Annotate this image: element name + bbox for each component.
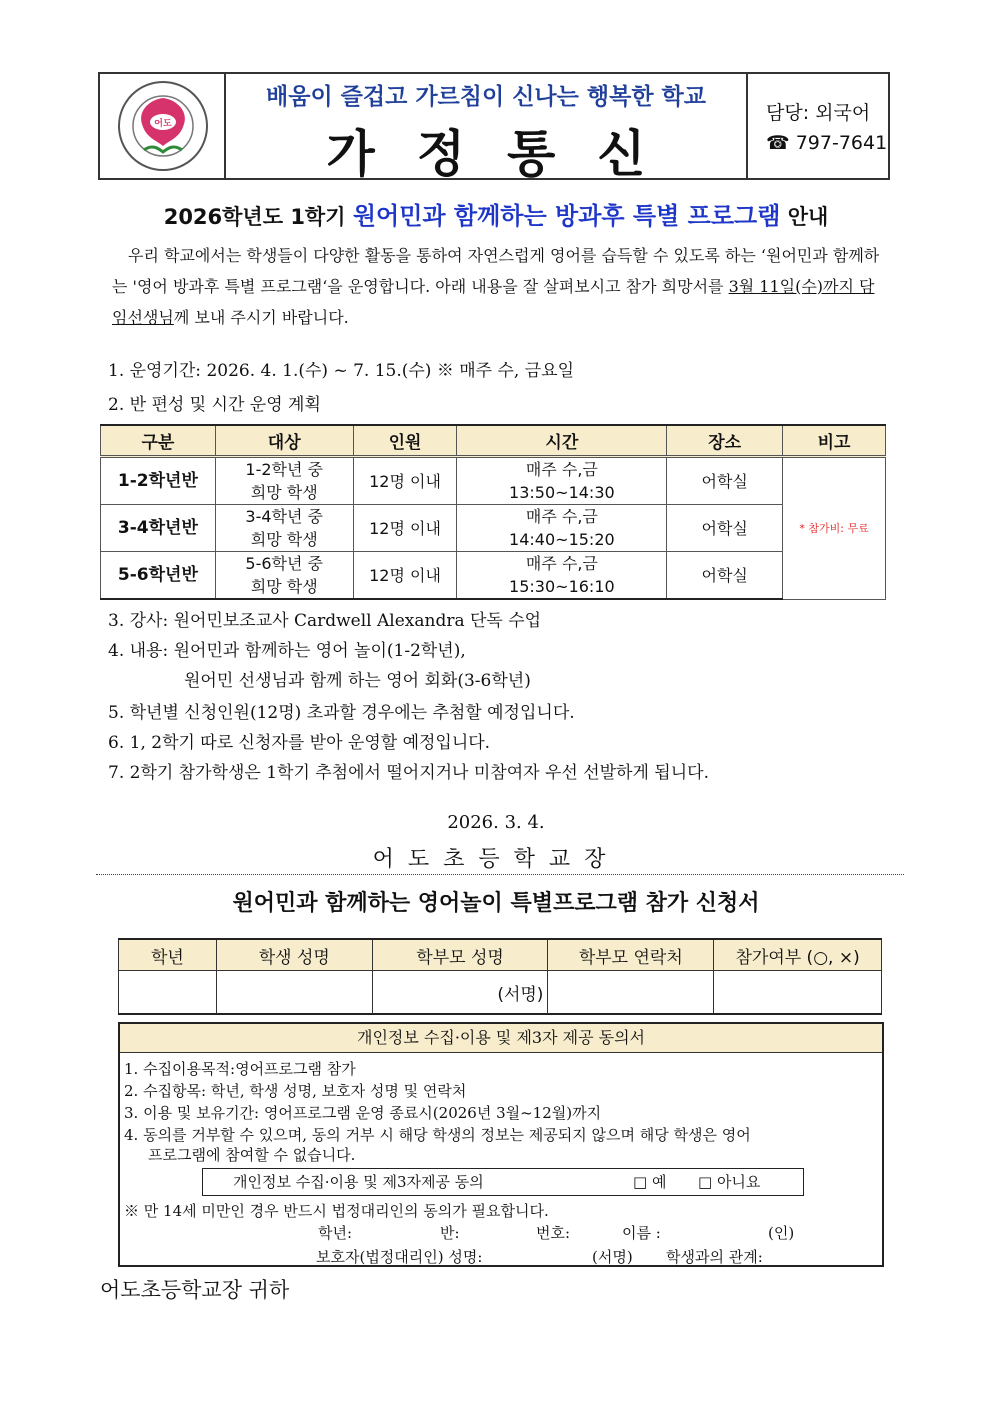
cell-count: 12명 이내 (353, 457, 457, 505)
col-header: 학부모 성명 (372, 939, 548, 971)
cell-note: * 참가비: 무료 (783, 457, 886, 600)
col-header: 장소 (667, 425, 783, 457)
title-suffix: 안내 (780, 205, 829, 229)
contact-cell (746, 74, 888, 178)
item-period: 1. 운영기간: 2026. 4. 1.(수) ~ 7. 15.(수) ※ 매주 수, 금요일 (108, 361, 574, 381)
cell-time: 매주 수,금 14:40~15:20 (457, 505, 667, 552)
newsletter-title: 가정통신 (326, 124, 688, 183)
number-label: 번호: (536, 1224, 571, 1242)
cell-target: 3-4학년 중 희망 학생 (215, 505, 353, 552)
parent-contact-field[interactable] (548, 971, 714, 1015)
consent-purpose: 1. 수집이용목적:영어프로그램 참가 (124, 1060, 356, 1078)
col-header: 학년 (119, 939, 217, 971)
item-content-cont: 원어민 선생님과 함께 하는 영어 회화(3-6학년) (184, 671, 531, 691)
table-row (119, 971, 882, 1015)
form-title: 원어민과 함께하는 영어놀이 특별프로그램 참가 신청서 (232, 891, 760, 916)
principal-name: 어도초등학교장 (372, 847, 620, 872)
consent-refusal-cont: 프로그램에 참여할 수 없습니다. (148, 1146, 356, 1164)
grade-label: 학년: (318, 1224, 353, 1242)
col-header: 인원 (353, 425, 457, 457)
cell-count: 12명 이내 (353, 505, 457, 552)
col-header: 시간 (457, 425, 667, 457)
class-label: 반: (440, 1224, 460, 1242)
grade-field[interactable] (119, 971, 217, 1015)
svg-text:어도: 어도 (154, 119, 172, 129)
name-label: 이름 : (622, 1224, 661, 1242)
cell-group: 1-2학년반 (101, 457, 216, 505)
col-header: 학부모 연락처 (548, 939, 714, 971)
consent-period: 3. 이용 및 보유기간: 영어프로그램 운영 종료시(2026년 3월~12월)까지 (124, 1104, 602, 1122)
cell-time: 매주 수,금 15:30~16:10 (457, 552, 667, 600)
minor-note: ※ 만 14세 미만인 경우 반드시 법정대리인의 동의가 필요합니다. (124, 1202, 549, 1220)
consent-box (118, 1022, 884, 1267)
agree-box (202, 1168, 804, 1196)
guardian-label: 보호자(법정대리인) 성명: (316, 1248, 483, 1266)
school-motto: 배움이 즐겁고 가르침이 신나는 행복한 학교 (266, 84, 706, 110)
student-name-field[interactable] (216, 971, 372, 1015)
col-header: 참가여부 (○, ×) (714, 939, 882, 971)
newsletter-header (98, 72, 890, 183)
table-row (101, 552, 886, 600)
cell-target: 1-2학년 중 희망 학생 (215, 457, 353, 505)
consent-items: 2. 수집항목: 학년, 학생 성명, 보호자 성명 및 연락처 (124, 1082, 467, 1100)
application-table (118, 938, 882, 1015)
col-header: 대상 (215, 425, 353, 457)
table-header-row (119, 939, 882, 971)
intro-part2: 께 보내 주시기 바랍니다. (173, 308, 349, 327)
intro-paragraph (112, 240, 887, 333)
cell-place: 어학실 (667, 505, 783, 552)
intro-deadline: 3월 11일(수)까지 담임선생님 (112, 277, 875, 327)
cell-place: 어학실 (667, 457, 783, 505)
table-header-row (101, 425, 886, 457)
col-header: 학생 성명 (216, 939, 372, 971)
cell-time: 매주 수,금 13:50~14:30 (457, 457, 667, 505)
relation-label: 학생과의 관계: (666, 1248, 763, 1266)
document-title (0, 196, 992, 231)
item-content: 4. 내용: 원어민과 함께하는 영어 놀이(1-2학년), (108, 641, 466, 661)
title-prefix: 2026학년도 1학기 (163, 205, 353, 229)
school-emblem (108, 78, 218, 174)
parent-name-field[interactable] (372, 971, 548, 1015)
cell-group: 3-4학년반 (101, 505, 216, 552)
item-class-plan: 2. 반 편성 및 시간 운영 계획 (108, 395, 321, 415)
program-table (100, 424, 886, 600)
table-row (101, 457, 886, 505)
cell-group: 5-6학년반 (101, 552, 216, 600)
cell-target: 5-6학년 중 희망 학생 (215, 552, 353, 600)
seal-label: (인) (768, 1224, 795, 1242)
participation-field[interactable] (714, 971, 882, 1015)
title-highlight: 원어민과 함께하는 방과후 특별 프로그램 (352, 202, 781, 230)
agree-label: 개인정보 수집·이용 및 제3자제공 동의 (233, 1173, 484, 1191)
contact-person: 담당: 외국어 (766, 102, 871, 124)
school-logo-cell (100, 74, 226, 178)
intro-part1: 우리 학교에서는 학생들이 다양한 활동을 통하여 자연스럽게 영어를 습득할 수 있도록 하는 ‘원어민과 함께하는 '영어 방과후 특별 프로그램‘을 운영합니다. 아래 내용을 잘 살펴보시고 참가 희망서를 (112, 246, 880, 296)
item-priority: 7. 2학기 참가학생은 1학기 추첨에서 떨어지거나 미참여자 우선 선발하게 됩니다. (108, 763, 709, 783)
agree-no-checkbox[interactable]: □ 아니요 (698, 1173, 761, 1191)
item-lottery: 5. 학년별 신청인원(12명) 초과할 경우에는 추첨할 예정입니다. (108, 703, 575, 723)
cell-place: 어학실 (667, 552, 783, 600)
item-instructor: 3. 강사: 원어민보조교사 Cardwell Alexandra 단독 수업 (108, 611, 542, 631)
col-header: 구분 (101, 425, 216, 457)
agree-yes-checkbox[interactable]: □ 예 (633, 1173, 667, 1191)
consent-refusal: 4. 동의를 거부할 수 있으며, 동의 거부 시 해당 학생의 정보는 제공되지 않으며 해당 학생은 영어 (124, 1126, 751, 1144)
cut-line (96, 874, 904, 875)
contact-phone: ☎ 797-7641 (766, 132, 888, 154)
guardian-sign-label: (서명) (592, 1248, 633, 1266)
table-row (101, 505, 886, 552)
addressee: 어도초등학교장 귀하 (100, 1278, 290, 1302)
cell-count: 12명 이내 (353, 552, 457, 600)
issue-date: 2026. 3. 4. (447, 812, 545, 833)
signature-label: (서명) (497, 984, 544, 1005)
item-semester: 6. 1, 2학기 따로 신청자를 받아 운영할 예정입니다. (108, 733, 491, 753)
consent-title: 개인정보 수집·이용 및 제3자 제공 동의서 (120, 1024, 882, 1053)
col-header: 비고 (783, 425, 886, 457)
